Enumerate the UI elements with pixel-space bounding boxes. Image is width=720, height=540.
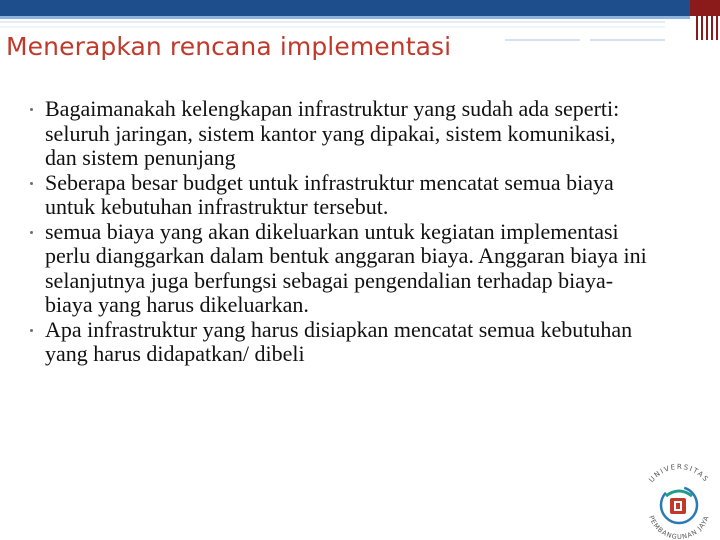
bullet-item — [0, 220, 650, 318]
university-logo — [634, 458, 720, 540]
bullet-item — [0, 171, 650, 220]
slide-title: Menerapkan rencana implementasi — [6, 32, 452, 61]
bullet-text: Bagaimanakah kelengkapan infrastruktur yang sudah ada seperti: seluruh jaringan, sistem kantor yang dipakai, sistem komunikasi, dan sistem penunjang — [45, 96, 620, 170]
bullet-text: Apa infrastruktur yang harus disiapkan mencatat semua kebutuhan yang harus didapatkan/ dibeli — [45, 316, 633, 366]
bullet-text: Seberapa besar budget untuk infrastruktur mencatat semua biaya untuk kebutuhan infrastruktur tersebut. — [45, 169, 614, 219]
bullet-dot-icon — [30, 108, 33, 111]
bullet-list — [0, 97, 650, 367]
logo-ring-bottom-text: PEMBANGUNAN JAYA — [647, 514, 711, 540]
svg-text:UNIVERSITAS — [648, 463, 711, 484]
bullet-dot-icon — [30, 182, 33, 185]
bullet-dot-icon — [30, 231, 33, 234]
svg-text:PEMBANGUNAN JAYA — [647, 514, 711, 540]
bullet-item — [0, 318, 650, 367]
bullet-item — [0, 97, 650, 171]
bullet-dot-icon — [30, 329, 33, 332]
bullet-text: semua biaya yang akan dikeluarkan untuk kegiatan implementasi perlu dianggarkan dalam bentuk anggaran biaya. Anggaran biaya ini selanjutnya juga berfungsi sebagai pengendalian terhadap biaya-biaya yang harus dikeluarkan. — [45, 218, 647, 317]
logo-ring-top-text: UNIVERSITAS — [647, 462, 711, 485]
